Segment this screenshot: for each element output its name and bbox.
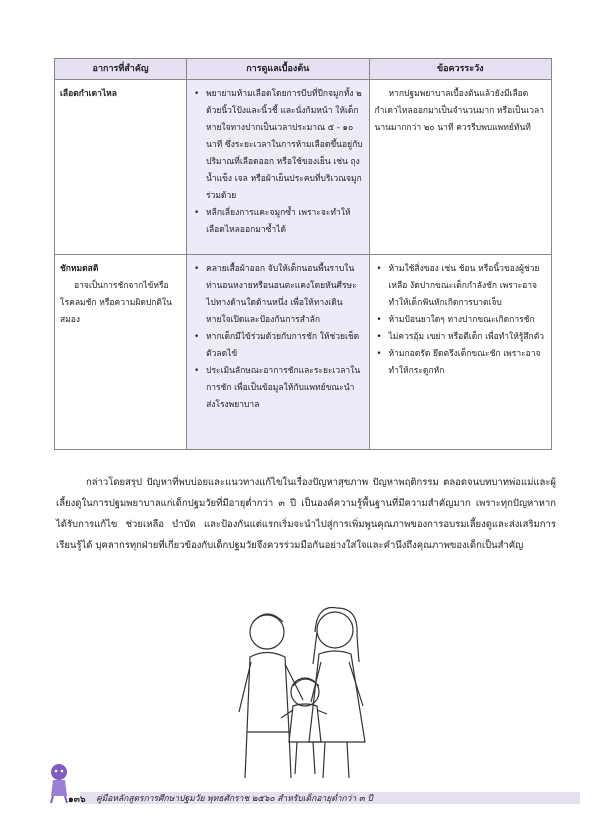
care-cell	[187, 80, 369, 255]
symptom-description: อาจเป็นการชักจากไข้หรือ โรคลมชัก หรือความผิดปกติในสมอง	[60, 281, 172, 325]
table-row	[55, 80, 552, 255]
care-list	[192, 86, 363, 239]
table-row	[55, 255, 552, 450]
caution-cell	[369, 255, 551, 450]
caution-item: • ไม่ควรอุ้ม เขย่า หรือตีเด็ก เพื่อทำให้รู้สึกตัว	[387, 329, 546, 346]
caution-cell	[369, 80, 551, 255]
footer-text: คู่มือหลักสูตรการศึกษาปฐมวัย พุทธศักราช ๒๕๖๐ สำหรับเด็กอายุต่ำกว่า ๓ ปี	[96, 794, 373, 804]
care-item: • คลายเสื้อผ้าออก จับให้เด็กนอนพื้นราบในท่านอนหงายหรือนอนตะแคงโดยหันศีรษะไปทางด้านใดด้านหนึ่ง เพื่อให้ทางเดินหายใจเปิดและป้องกันการสำลัก	[204, 261, 363, 329]
symptom-cell	[55, 80, 187, 255]
table-header-row	[55, 59, 552, 80]
caution-item: • ห้ามใช้สิ่งของ เช่น ช้อน หรือนิ้วของผู้ช่วยเหลือ งัดปากขณะเด็กกำลังชัก เพราะอาจทำให้เด็กฟันหักเกิดการบาดเจ็บ	[387, 261, 546, 312]
care-item: • ประเมินลักษณะอาการชักและระยะเวลาในการชัก เพื่อเป็นข้อมูลให้กับแพทย์ขณะนำส่งโรงพยาบาล	[204, 363, 363, 414]
care-cell	[187, 255, 369, 450]
care-item: • หลีกเลี่ยงการแคะจมูกซ้ำ เพราะจะทำให้เลือดไหลออกมาซ้ำได้	[204, 205, 363, 239]
summary-paragraph: กล่าวโดยสรุป ปัญหาที่พบบ่อยและแนวทางแก้ไขในเรื่องปัญหาสุขภาพ ปัญหาพฤติกรรม ตลอดจนบทบาทพ่อแม่และผู้เลี้ยงดูในการปฐมพยาบาลแก่เด็กปฐมวัยที่มีอายุต่ำกว่า ๓ ปี เป็นองค์ความรู้พื้นฐานที่มีความสำคัญมาก เพราะทุกปัญหาหากได้รับการแก้ไข ช่วยเหลือ บำบัด และป้องกันแต่แรกเริ่มจะนำไปสู่การเพิ่มพูนคุณภาพของการอบรมเลี้ยงดูและส่งเสริมการเรียนรู้ได้ บุคลากรทุกฝ่ายที่เกี่ยวข้องกับเด็กปฐมวัยจึงควรร่วมมือกันอย่างใส่ใจและคำนึงถึงคุณภาพของเด็กเป็นสำคัญ	[56, 476, 556, 551]
family-illustration	[225, 602, 385, 780]
symptom-title: ชักหมดสติ	[60, 264, 99, 274]
symptom-title: เลือดกำเดาไหล	[60, 89, 117, 99]
header-care: การดูแลเบื้องต้น	[187, 59, 369, 80]
caution-item: • ห้ามป้อนยาใดๆ ทางปากขณะเกิดการชัก	[387, 312, 546, 329]
page-number: ๑๓๖	[68, 795, 86, 805]
caution-text: หากปฐมพยาบาลเบื้องต้นแล้วยังมีเลือดกำเดาไหลออกมาเป็นจำนวนมาก หรือเป็นเวลานานมากกว่า ๒๐ นาที ควรรีบพบแพทย์ทันที	[374, 89, 544, 133]
care-item: • พยายามห้ามเลือดโดยการบีบที่ปีกจมูกทั้ง ๒ ด้วยนิ้วโป้งและนิ้วชี้ และนั่งก้มหน้า ให้เด็กหายใจทางปากเป็นเวลาประมาณ ๕ - ๑๐ นาที ซึ่งระยะเวลาในการห้ามเลือดขึ้นอยู่กับปริมาณที่เลือดออก หรือใช้ของเย็น เช่น ถุงน้ำแข็ง เจล หรือผ้าเย็นประคบที่บริเวณจมูกร่วมด้วย	[204, 86, 363, 205]
care-list	[192, 261, 363, 414]
page-footer	[40, 770, 560, 810]
header-symptom: อาการที่สำคัญ	[55, 59, 187, 80]
header-caution: ข้อควรระวัง	[369, 59, 551, 80]
caution-item: • ห้ามกอดรัด ยึดตรึงเด็กขณะชัก เพราะอาจทำให้กระดูกหัก	[387, 346, 546, 380]
symptom-cell	[55, 255, 187, 450]
care-item: • หากเด็กมีไข้ร่วมด้วยกับการชัก ให้ช่วยเช็ดตัวลดไข้	[204, 329, 363, 363]
caution-list	[375, 261, 546, 380]
first-aid-table	[54, 58, 552, 450]
